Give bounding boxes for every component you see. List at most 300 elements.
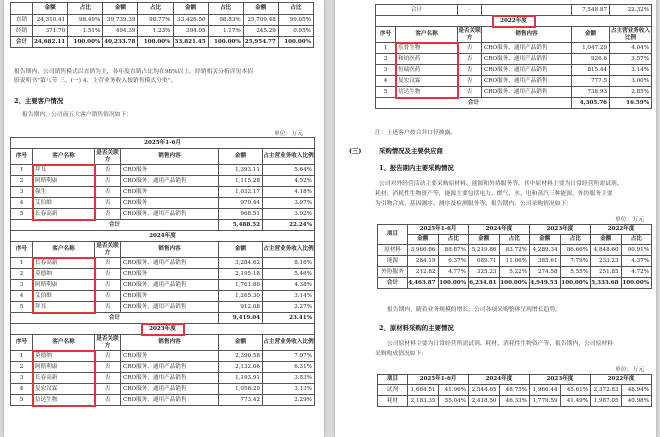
table-cell: 24,682.11 (33, 37, 68, 48)
header-row (11, 149, 315, 165)
table-cell: 否 (95, 280, 121, 291)
table-cell: 否 (458, 76, 482, 87)
table-cell: 否 (458, 43, 482, 54)
unit-label: 单位：万元 (274, 131, 303, 137)
table-cell: 艾伯维 (33, 198, 95, 209)
table-cell: 恒瑞医药 (396, 65, 458, 76)
table-cell: 33,821.45 (173, 37, 208, 48)
table-cell: 3.14% (610, 65, 652, 76)
table-cell: 阿斯利康 (33, 176, 95, 187)
table-cell: 689.71 (469, 256, 500, 267)
column-header: 占比 (278, 3, 313, 15)
table-cell: 5,488.52 (219, 220, 263, 231)
table-cell: 2,372.83 (591, 385, 622, 396)
table-cell: 1,032.17 (219, 187, 263, 198)
table-cell: CRO服务 (121, 351, 219, 362)
table-cell: CRO服务、通用产品销售 (121, 384, 219, 395)
column-header: 占比 (621, 235, 652, 245)
table-cell: 1,779.59 (530, 396, 561, 407)
table-cell: 否 (95, 291, 121, 302)
purchase-table (377, 224, 652, 289)
section-heading: 2、主要客户情况 (14, 97, 64, 105)
table-cell: 4.52% (263, 176, 315, 187)
paragraph: 耗材、消耗性生物资产等，能源主要包括电力、燃气、水、电和蒸汽三种能源，外协服务主要 (375, 191, 613, 197)
column-header: 占主营业务收入比例 (263, 242, 315, 258)
table-row (378, 385, 652, 396)
table-row (11, 384, 315, 395)
table-cell: 46.33% (499, 396, 530, 407)
column-header: 是否关联方 (96, 335, 119, 349)
customer-table-2022 (375, 4, 652, 109)
table-cell: 1.51% (68, 26, 103, 37)
table-cell: 100.00% (621, 278, 652, 289)
column-header: 序号 (11, 335, 33, 351)
column-header: 2024年度 (469, 375, 530, 385)
column-header: 金额 (408, 235, 439, 245)
table-cell: 4.72% (621, 267, 652, 278)
table-cell: CRO服务、通用产品销售 (482, 87, 572, 98)
table-cell: 394.95 (173, 26, 208, 37)
table-cell: 98.77% (138, 15, 173, 26)
table-cell: 41.96% (438, 385, 469, 396)
table-cell: 968.51 (219, 209, 263, 220)
column-header: 金额 (530, 235, 561, 245)
year-title: 2025年1-6月 (11, 138, 315, 149)
table-cell: 信达生物 (33, 395, 95, 406)
table-cell: 100.00% (208, 37, 243, 48)
table-cell: 5 (11, 209, 33, 220)
table-cell: 否 (95, 269, 121, 280)
table-cell: 耗材 (378, 396, 408, 407)
table-cell: 5 (11, 302, 33, 313)
column-header: 2022年度 (591, 375, 652, 385)
table-cell: 284.19 (408, 256, 439, 267)
table-cell: 3 (11, 280, 33, 291)
table-cell: 2.29% (263, 395, 315, 406)
column-header: 2024年度 (469, 225, 530, 235)
column-header: 金额 (243, 3, 278, 15)
table-cell: CRO服务 (121, 165, 219, 176)
table-cell: 合计 (378, 278, 408, 289)
table-row (376, 65, 652, 76)
table-cell: 1.23% (138, 26, 173, 37)
table-cell: 98.83% (208, 15, 243, 26)
total-row (376, 98, 652, 109)
table-cell: 40.98% (621, 396, 652, 407)
table-cell: 33,426.50 (173, 15, 208, 26)
table-cell: 16.59% (610, 98, 652, 109)
table-row (378, 278, 652, 289)
table-cell: 385.61 (530, 256, 561, 267)
table-cell: 5.46% (263, 269, 315, 280)
year-row (11, 231, 315, 242)
table-cell: 6,234.81 (469, 278, 500, 289)
table-cell: 直销 (11, 15, 33, 26)
table-cell: 长春高新 (33, 373, 95, 384)
table-cell: 阿斯利康 (33, 362, 95, 373)
table-row (378, 245, 652, 256)
table-cell: 长春高新 (33, 258, 95, 269)
table-cell: - (458, 5, 482, 16)
table-row (11, 269, 315, 280)
table-row (11, 373, 315, 384)
left-page (4, 0, 324, 437)
table-row (376, 43, 652, 54)
paragraph: 股说明书"第八节 三、(一) 4、主营业务收入按销售模式分类"。 (14, 78, 177, 84)
table-cell: 1,664.51 (408, 385, 439, 396)
table-cell: 2,390.58 (219, 351, 263, 362)
table-cell: 22.32% (610, 5, 652, 16)
table-cell: 2 (376, 54, 396, 65)
table-cell: 100.00% (68, 37, 103, 48)
table-cell: 99.05% (278, 15, 313, 26)
table-row (11, 37, 314, 48)
table-cell: 否 (95, 373, 121, 384)
table-cell: 5 (11, 395, 33, 406)
table-cell: 合计 (11, 313, 219, 324)
table-cell: 信达生物 (396, 87, 458, 98)
table-cell: CRO服务、通用产品销售 (121, 280, 219, 291)
table-cell: 否 (95, 176, 121, 187)
table-cell: 212.82 (408, 267, 439, 278)
table-cell: 0.95% (278, 26, 313, 37)
paragraph: 报告期内，公司销售模式以直销为主，各年度直销占比均在98%以上。经销相关分析详见本招 (14, 69, 253, 75)
column-header: 是否关联方 (96, 149, 119, 163)
table-cell: 5 (376, 87, 396, 98)
column-header: 销售内容 (482, 27, 572, 43)
table-cell: 45.61% (560, 385, 591, 396)
column-header: 客户名称 (396, 27, 458, 43)
table-cell: CRO服务、通用产品销售 (121, 395, 219, 406)
table-cell: 1,193.91 (219, 373, 263, 384)
table-cell: 2,195.18 (219, 269, 263, 280)
table-cell: 1,761.86 (219, 280, 263, 291)
table-cell: 经销 (11, 26, 33, 37)
year-row (11, 138, 315, 149)
sales-mode-header (11, 3, 314, 15)
table-cell: 6.31% (263, 362, 315, 373)
table-cell: 3.92% (263, 209, 315, 220)
column-header: 占主营业务收入比例 (610, 27, 651, 41)
table-cell: 3.53% (263, 373, 315, 384)
table-cell: CRO服务、通用产品销售 (121, 302, 219, 313)
column-header: 金额 (219, 149, 263, 165)
table-cell: 773.42 (219, 395, 263, 406)
table-cell: 100.00% (278, 37, 313, 48)
table-cell: 98.49% (68, 15, 103, 26)
table-cell: 艾伯维 (33, 291, 95, 302)
unit-label: 单位：万元 (615, 367, 644, 373)
table-cell: 4 (376, 76, 396, 87)
column-header: 占比 (138, 3, 173, 15)
table-cell: 1 (376, 43, 396, 54)
table-cell: 4.37% (621, 256, 652, 267)
right-page (335, 0, 656, 437)
table-row (11, 258, 315, 269)
table-row (11, 209, 315, 220)
table-cell: 阿斯利康 (33, 280, 95, 291)
column-header: 序号 (376, 27, 396, 43)
table-row (11, 280, 315, 291)
table-cell (482, 5, 572, 16)
table-cell: 3.14% (263, 291, 315, 302)
table-cell: 100.00% (438, 278, 469, 289)
section-number: (三) (349, 147, 362, 155)
table-cell: 否 (458, 65, 482, 76)
column-header: 客户名称 (33, 335, 95, 351)
column-header: 2022年度 (591, 225, 652, 235)
table-cell: 4,949.53 (530, 278, 561, 289)
table-cell: 7.07% (263, 351, 315, 362)
table-row (11, 302, 315, 313)
customer-table (10, 137, 315, 406)
table-cell: 否 (95, 395, 121, 406)
header-row (11, 335, 315, 351)
table-cell: 1 (11, 258, 33, 269)
table-cell: 外协服务 (378, 267, 408, 278)
table-cell: 2.85% (610, 87, 652, 98)
table-cell: 1 (11, 165, 33, 176)
table-cell: CRO服务、通用产品销售 (482, 76, 572, 87)
table-row (11, 362, 315, 373)
table-cell: CRO服务、通用产品销售 (121, 362, 219, 373)
header-row (376, 27, 652, 43)
table-cell: CRO服务、通用产品销售 (121, 176, 219, 187)
table-cell: 2 (11, 362, 33, 373)
header-row (378, 375, 652, 385)
column-header: 序号 (11, 149, 33, 165)
table-cell: 能源 (378, 256, 408, 267)
table-cell: 拜耳 (33, 165, 95, 176)
table-row (11, 187, 315, 198)
table-cell: 否 (458, 87, 482, 98)
table-cell: 100.00% (499, 278, 530, 289)
table-cell: 40,233.78 (103, 37, 138, 48)
table-cell: CRO服务 (121, 198, 219, 209)
table-cell: 25,954.77 (243, 37, 278, 48)
table-row (11, 351, 315, 362)
column-header: 占比 (560, 235, 591, 245)
column-header: 占比 (208, 3, 243, 15)
table-cell: 88.87% (438, 245, 469, 256)
table-cell: 莫德纳 (33, 269, 95, 280)
column-header: 金额 (469, 235, 500, 245)
table-cell: 245.29 (243, 26, 278, 37)
table-cell: 4.38% (263, 280, 315, 291)
table-cell: 1,966.44 (530, 385, 561, 396)
column-header: 销售内容 (121, 149, 219, 165)
table-cell: 乐普生物 (396, 43, 458, 54)
table-cell: 4.18% (263, 187, 315, 198)
table-cell: 合计 (11, 37, 33, 48)
table-cell: CRO服务、通用产品销售 (482, 54, 572, 65)
table-cell: CRO服务 (121, 291, 219, 302)
table-cell: 2.27% (263, 302, 315, 313)
table-cell: 3,284.62 (219, 258, 263, 269)
header-row (378, 235, 652, 245)
table-cell: 25,709.48 (243, 15, 278, 26)
table-cell: 8.16% (263, 258, 315, 269)
table-cell: 39,739.39 (103, 15, 138, 26)
column-header: 项目 (378, 375, 408, 385)
table-cell: 合计 (376, 5, 458, 16)
note: 注：上述客户按合并口径披露。 (375, 130, 457, 136)
raw-material-table (377, 374, 652, 407)
paragraph: 公司原材料主要为日常经营所需试剂、耗材、消耗性生物资产等，报告期内，公司原材料 (387, 341, 614, 347)
table-cell: 55.04% (438, 396, 469, 407)
sales-mode-table (10, 2, 314, 48)
table-cell: 274.58 (530, 267, 561, 278)
table-cell: 莫德纳 (33, 351, 95, 362)
table-cell: 1,058.29 (219, 384, 263, 395)
table-cell: 4,848.60 (591, 245, 622, 256)
table-cell: 251.85 (591, 267, 622, 278)
table-row (378, 267, 652, 278)
column-header: 项目 (378, 225, 408, 245)
table-cell: 5.55% (560, 267, 591, 278)
column-header: 占比 (438, 235, 469, 245)
table-row (376, 87, 652, 98)
column-header: 是否关联方 (96, 242, 119, 256)
column-header: 占比 (499, 235, 530, 245)
table-cell: 4 (11, 198, 33, 209)
header-row (11, 242, 315, 258)
table-cell: 3,966.86 (408, 245, 439, 256)
column-header: 2023年度 (530, 375, 591, 385)
table-cell: CRO服务、通用产品销售 (121, 258, 219, 269)
table-cell: 5.22% (499, 267, 530, 278)
table-cell: 否 (95, 362, 121, 373)
table-row (378, 396, 652, 407)
table-cell: 2 (11, 176, 33, 187)
table-cell: 和铂医药 (396, 54, 458, 65)
paragraph: 报告期内，随着业务规模的增长，公司各项采购整体呈现增长趋势。 (387, 307, 561, 313)
table-cell: 815.44 (572, 65, 610, 76)
table-cell: 5.64% (263, 165, 315, 176)
table-cell: 4,289.34 (530, 245, 561, 256)
section-heading: 采购情况及主要供应商 (379, 147, 443, 155)
column-header: 客户名称 (33, 149, 95, 165)
table-cell: CRO服务、通用产品销售 (121, 209, 219, 220)
total-row (11, 220, 315, 231)
table-cell: 494.39 (103, 26, 138, 37)
table-cell: 否 (458, 54, 482, 65)
table-cell: 1 (11, 351, 33, 362)
sub-heading: 1、报告期内主要采购情况 (379, 164, 454, 172)
table-cell: 1,047.29 (572, 43, 610, 54)
year-title: 2024年度 (11, 231, 315, 242)
table-cell: 4 (11, 384, 33, 395)
table-cell: 复宏汉霖 (33, 384, 95, 395)
paragraph: 报告期内，公司前五大客户销售情况如下： (22, 112, 133, 118)
table-cell: CRO服务、通用产品销售 (482, 43, 572, 54)
table-row (11, 198, 315, 209)
paragraph: 为引物合成、基因测序、测序及检测服务等。报告期内，公司采购情况如下： (375, 201, 573, 207)
table-cell: 100.00% (138, 37, 173, 48)
table-cell: 90.91% (621, 245, 652, 256)
table-cell: 4 (11, 291, 33, 302)
table-cell: CRO服务、通用产品销售 (482, 65, 572, 76)
column-header: 金额 (572, 27, 610, 43)
table-cell: 1,115.28 (219, 176, 263, 187)
table-cell: 否 (95, 302, 121, 313)
table-cell: 否 (95, 165, 121, 176)
table-cell: 23.41% (263, 313, 315, 324)
table-cell: 1,987.05 (591, 396, 622, 407)
table-cell: 3.13% (263, 384, 315, 395)
year-title: 2022年度 (376, 16, 652, 27)
table-cell: 否 (95, 384, 121, 395)
table-cell: 否 (95, 258, 121, 269)
table-row (378, 256, 652, 267)
table-cell: 原材料 (378, 245, 408, 256)
table-cell: 9,419.04 (219, 313, 263, 324)
column-header: 占主营业务收入比例 (263, 149, 315, 165)
table-cell: 22.24% (263, 220, 315, 231)
table-row (376, 54, 652, 65)
column-header: 占主营业务收入比例 (263, 335, 315, 351)
table-cell: 24,310.41 (33, 15, 68, 26)
table-row (11, 176, 315, 187)
table-cell: 试剂 (378, 385, 408, 396)
year-row (376, 16, 652, 27)
table-cell: 否 (95, 351, 121, 362)
table-cell: 拜耳 (33, 302, 95, 313)
total-row (11, 313, 315, 324)
paragraph: 采购构成情况如下： (375, 351, 428, 357)
table-row (376, 76, 652, 87)
table-cell: 738.93 (572, 87, 610, 98)
column-header: 金额 (219, 335, 263, 351)
table-cell: 否 (95, 187, 121, 198)
table-cell: 2,132.66 (219, 362, 263, 373)
column-header: 金额 (103, 3, 138, 15)
table-row (11, 26, 314, 37)
table-cell: 48.75% (499, 385, 530, 396)
table-cell: 233.23 (591, 256, 622, 267)
paragraph: 公司对外经营活动主要采购原材料、能源和外协服务等，其中原材料主要为日常经营所需试剂、 (379, 181, 623, 187)
table-cell: 3.57% (610, 54, 652, 65)
year-title: 2023年度 (11, 324, 315, 335)
table-cell: 5,333.68 (591, 278, 622, 289)
table-cell: CRO服务 (121, 269, 219, 280)
table-row (11, 165, 315, 176)
table-cell: 6.37% (438, 256, 469, 267)
column-header: 占比 (68, 3, 103, 15)
table-cell: 长春高新 (33, 209, 95, 220)
table-cell: 86.66% (560, 245, 591, 256)
column-header: 金额 (219, 242, 263, 258)
table-cell: 4.04% (610, 43, 652, 54)
table-cell: 3 (11, 373, 33, 384)
column-header: 销售内容 (121, 242, 219, 258)
column-header: 金额 (591, 235, 622, 245)
table-cell: CRO服务、通用产品销售 (121, 373, 219, 384)
table-cell: 83.72% (499, 245, 530, 256)
table-cell: 3 (11, 187, 33, 198)
table-cell: 否 (95, 209, 121, 220)
table-cell: 777.5 (572, 76, 610, 87)
table-cell: 合计 (376, 98, 572, 109)
table-cell: 4,463.87 (408, 278, 439, 289)
table-cell: 否 (95, 198, 121, 209)
table-cell: 325.23 (469, 267, 500, 278)
table-cell: 1,265.30 (219, 291, 263, 302)
table-cell: 2,418.50 (469, 396, 500, 407)
column-header: 销售内容 (121, 335, 219, 351)
column-header: 2025年1-6月 (408, 225, 469, 235)
table-cell: 926.6 (572, 54, 610, 65)
